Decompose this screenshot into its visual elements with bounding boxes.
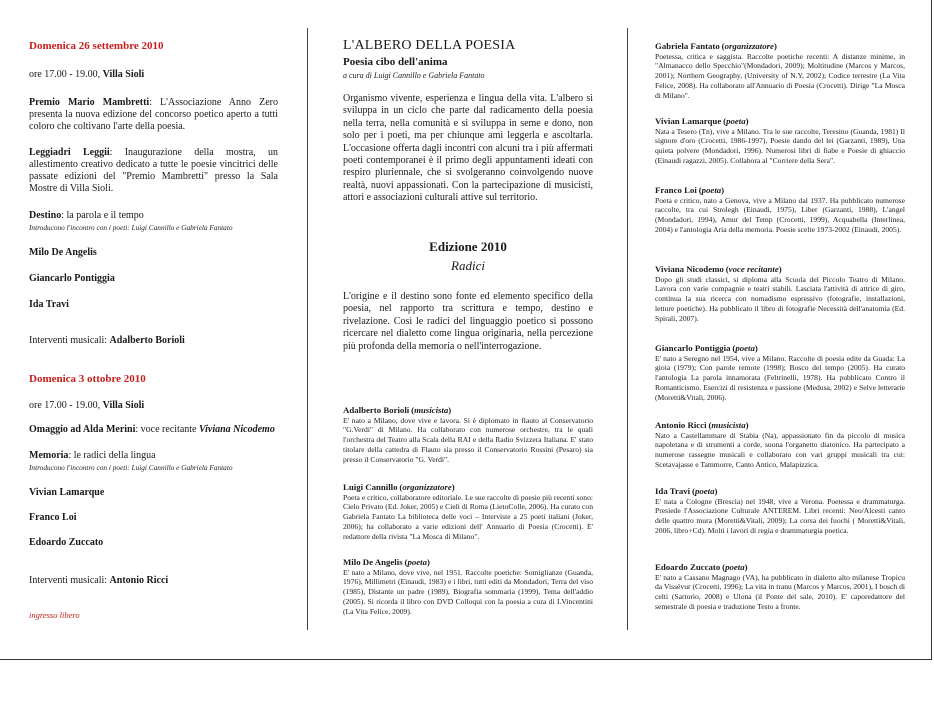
- destino-intro: Introducono l'incontro con i poeti: Luigi Cannillo e Gabriela Fantato: [29, 223, 233, 232]
- brochure-subtitle: Poesia cibo dell'anima: [343, 56, 448, 68]
- free-entry-note: ingresso libero: [29, 610, 80, 620]
- fold-line-left: [307, 28, 308, 630]
- event-date-1: Domenica 26 settembre 2010: [29, 40, 164, 52]
- destino-heading: Destino: la parola e il tempo: [29, 210, 144, 221]
- event-date-2: Domenica 3 ottobre 2010: [29, 373, 146, 385]
- edition-title: Edizione 2010: [429, 239, 507, 254]
- poet-name: Edoardo Zuccato: [29, 537, 104, 548]
- memoria-intro: Introducono l'incontro con i poeti: Luigi Cannillo e Gabriela Fantato: [29, 463, 233, 472]
- event-time-2: ore 17.00 - 19.00, Villa Sioli: [29, 400, 145, 411]
- bio-entry: Giancarlo Pontiggia (poeta) E' nato a Seregno nel 1954, vive a Milano. Raccolte di poesia edite da Guada: La gioia (1979); Con parole remote (1998); Bosco del tempo (2005). Ha curato l'antologia La parola innamorata (Feltrinelli, 1978). Ha pubblicato Contro il Romanticismo. Esercizi di resistenza e passione (Medusa, 2002) e Selve letterarie (Moretti&Vitali, 2006).: [655, 343, 905, 402]
- bio-entry: Gabriela Fantato (organizzatore) Poetessa, critica e saggista. Raccolte poetiche recenti: A distanze minime, in "Almanacco dello Specchio"(Mondadori, 2009); Moltitudine (Marcos y Marcos, 2001); Northern Geography, (University of N.Y, 2002); Codice terrestre (La Vita Felice, 2008). Ha collaborato all'Annuario di Poesia (Crocetti). Dirige "La Mosca di Milano".: [655, 41, 905, 100]
- intro-paragraph: Organismo vivente, esperienza e lingua della vita. L'albero si sviluppa in un ciclo che parte dal radicamento della poesia nella terra, nella comunità e si sviluppa in seme e dono, non solo per i poeti, ma per chiunque ami leggerla e ascoltarla. L'occasione offerta dagli incontri con alcuni tra i più affermati poeti contemporanei è il primo degli appuntamenti ideati con respiro pluriennale, che si svolgeranno coinvolgendo nuove realtà, nuovi appassionati. Con la partecipazione di musicisti, attori e associazioni culturali attive sul territorio.: [343, 93, 593, 204]
- poet-name: Milo De Angelis: [29, 247, 97, 258]
- poet-name: Vivian Lamarque: [29, 487, 105, 498]
- event-time-1: ore 17.00 - 19.00, Villa Sioli: [29, 69, 145, 80]
- bio-entry: Milo De Angelis (poeta) E' nato a Milano, dove vive, nel 1951. Raccolte poetiche: Somiglianze (Guanda, 1976), Millimetri (Einaudi, 1983) e i libri, tutti editi da Mondadori, Terra del viso (1985), Distante un padre (1989), Biografia sommaria (1999), Tema dell'addio (2005). Si ricorda il libro con DVD Colloqui con la poesia a cura di I.Vincentini (La Vita Felice, 2009).: [343, 557, 593, 616]
- leggiadri-paragraph: Leggiadri Leggii: Inaugurazione della mostra, un allestimento creativo dedicato a tutte le poesie vincitrici delle passate edizioni del "Premio Mambretti" presso la Sala Mostre di Villa Sioli.: [29, 147, 278, 194]
- music-credit-1: Interventi musicali: Adalberto Borioli: [29, 335, 185, 346]
- brochure-title: L'ALBERO DELLA POESIA: [343, 38, 516, 53]
- bio-entry: Antonio Ricci (musicista) Nato a Castellammare di Stabia (Na), appassionato fin da piccolo di musica napoletana e di strumenti a corde, suona l'organetto diatonico. Ha partecipato a numerose rassegne musicali e collaborato con vari gruppi musicali tra cui: Scetavajasse e Tammorre, Canto Antico, Malapizzica.: [655, 420, 905, 469]
- curators-credit: a cura di Luigi Cannillo e Gabriela Fantato: [343, 71, 485, 80]
- radici-paragraph: L'origine e il destino sono fonte ed elemento specifico della poesia, nel rapporto tra scrittura e tempo, destino e rivelazione. Così le radici del linguaggio poetico si possono ricercare nel dialetto come lingua originaria, nella percezione più profonda della memoria o nell'interrogazione.: [343, 291, 593, 352]
- poet-name: Giancarlo Pontiggia: [29, 273, 115, 284]
- fold-line-right: [627, 28, 628, 630]
- bio-entry: Adalberto Borioli (musicista) E' nato a Milano, dove vive e lavora. Si è diplomato in flauto al Conservatorio "G.Verdi" di Milano. Ha collaborato con numerose orchestre, tra le quali l'orchestra del Teatro alla Scala della RAI e della Radio Svizzera Italiana. E' stato titolare della cattedra di Flauto sia presso il Conservatorio Rossini (Pesaro) sia presso il Conservatorio "G. Verdi".: [343, 405, 593, 464]
- bio-entry: Viviana Nicodemo (voce recitante) Dopo gli studi classici, si diploma alla Scuola del Piccolo Teatro di Milano. Lavora con varie compagnie e teatri stabili. Lasciata l'attività di attrice di giro, continua la sua ricerca con nomadismo espressivo (fotografie, installazioni, letture poetiche). Ha pubblicato il libro di fotografie Necessità dell'anatomia (Ed. Spirali, 2007).: [655, 264, 905, 323]
- bio-entry: Franco Loi (poeta) Poeta e critico, nato a Genova, vive a Milano dal 1937. Ha pubblicato numerose raccolte, tra cui Strolegh (Einaudi, 1975), Liber (Garzanti, 1988), L'angel (Mondadori, 1994), Amur del Temp (Crocetti, 1999), Acquabella (Interlinea, 2004) e l'antologia Aria della memoria. Poesie scelte 1973-2002 (Einaudi, 2005).: [655, 185, 905, 234]
- edition-subtitle: Radici: [451, 258, 485, 273]
- bio-entry: Ida Travi (poeta) E' nata a Cologne (Brescia) nel 1948, vive a Verona. Poetessa e drammaturga. Presiede l'Associazione Culturale ANTEREM. Libri recenti: Neo/Alcesti canto delle quattro mura (Moretti&Vitali, 2009); La corsa dei fuochi ( Moretti&Vitali, 2006, libro+Cd). Molti i lavori di regia e drammaturgia poetica.: [655, 486, 905, 535]
- bio-entry: Luigi Cannillo (organizzatore) Poeta e critico, collaboratore editoriale. Le sue raccolte di poesie più recenti sono: Cielo Privato (Ed. Joker, 2005) e Cieli di Roma (LietoColle, 2006). Ha curato con Gabriela Fantato La biblioteca delle voci – Interviste a 25 poeti italiani (Joker, 2006); ha collaborato a varie edizioni dell' Annuario di Poesia (Crocetti). E' redattore della rivista "La Mosca di Milano".: [343, 482, 593, 541]
- music-credit-2: Interventi musicali: Antonio Ricci: [29, 575, 169, 586]
- bio-entry: Edoardo Zuccato (poeta) E' nato a Cassano Magnago (VA), ha pubblicato in dialetto alto milanese Tropicu da Vissévur (Crocetti, 1996); La vita in tranu (Marcos y Marcos, 2001), I bosch di celti (Sartorio, 2008) e Ulona (il Ponte del sale, 2010). E' caporedattore del semestrale di poesia e traduzione Testo a fronte.: [655, 562, 905, 611]
- poet-name: Franco Loi: [29, 512, 77, 523]
- bio-entry: Vivian Lamarque (poeta) Nata a Tesero (Tn), vive a Milano. Tra le sue raccolte, Teresino (Guanda, 1981) Il signore d'oro (Crocetti, 1986-1997), Poesie dando del lei (Garzanti, 1989), Una quieta polvere (Mondadori, 1996). Numerosi libri di fiabe e Poesie di ghiaccio (Einaudi ragazzi, 2005). Collabora al "Corriere della Sera".: [655, 116, 905, 165]
- poet-name: Ida Travi: [29, 299, 69, 310]
- premio-paragraph: Premio Mario Mambretti: L'Associazione Anno Zero presenta la nuova edizione del concorso poetico aperto a tutti coloro che coltivano l'arte della poesia.: [29, 97, 278, 132]
- memoria-heading: Memoria: le radici della lingua: [29, 450, 156, 461]
- omaggio-line: Omaggio ad Alda Merini: voce recitante Viviana Nicodemo: [29, 424, 275, 435]
